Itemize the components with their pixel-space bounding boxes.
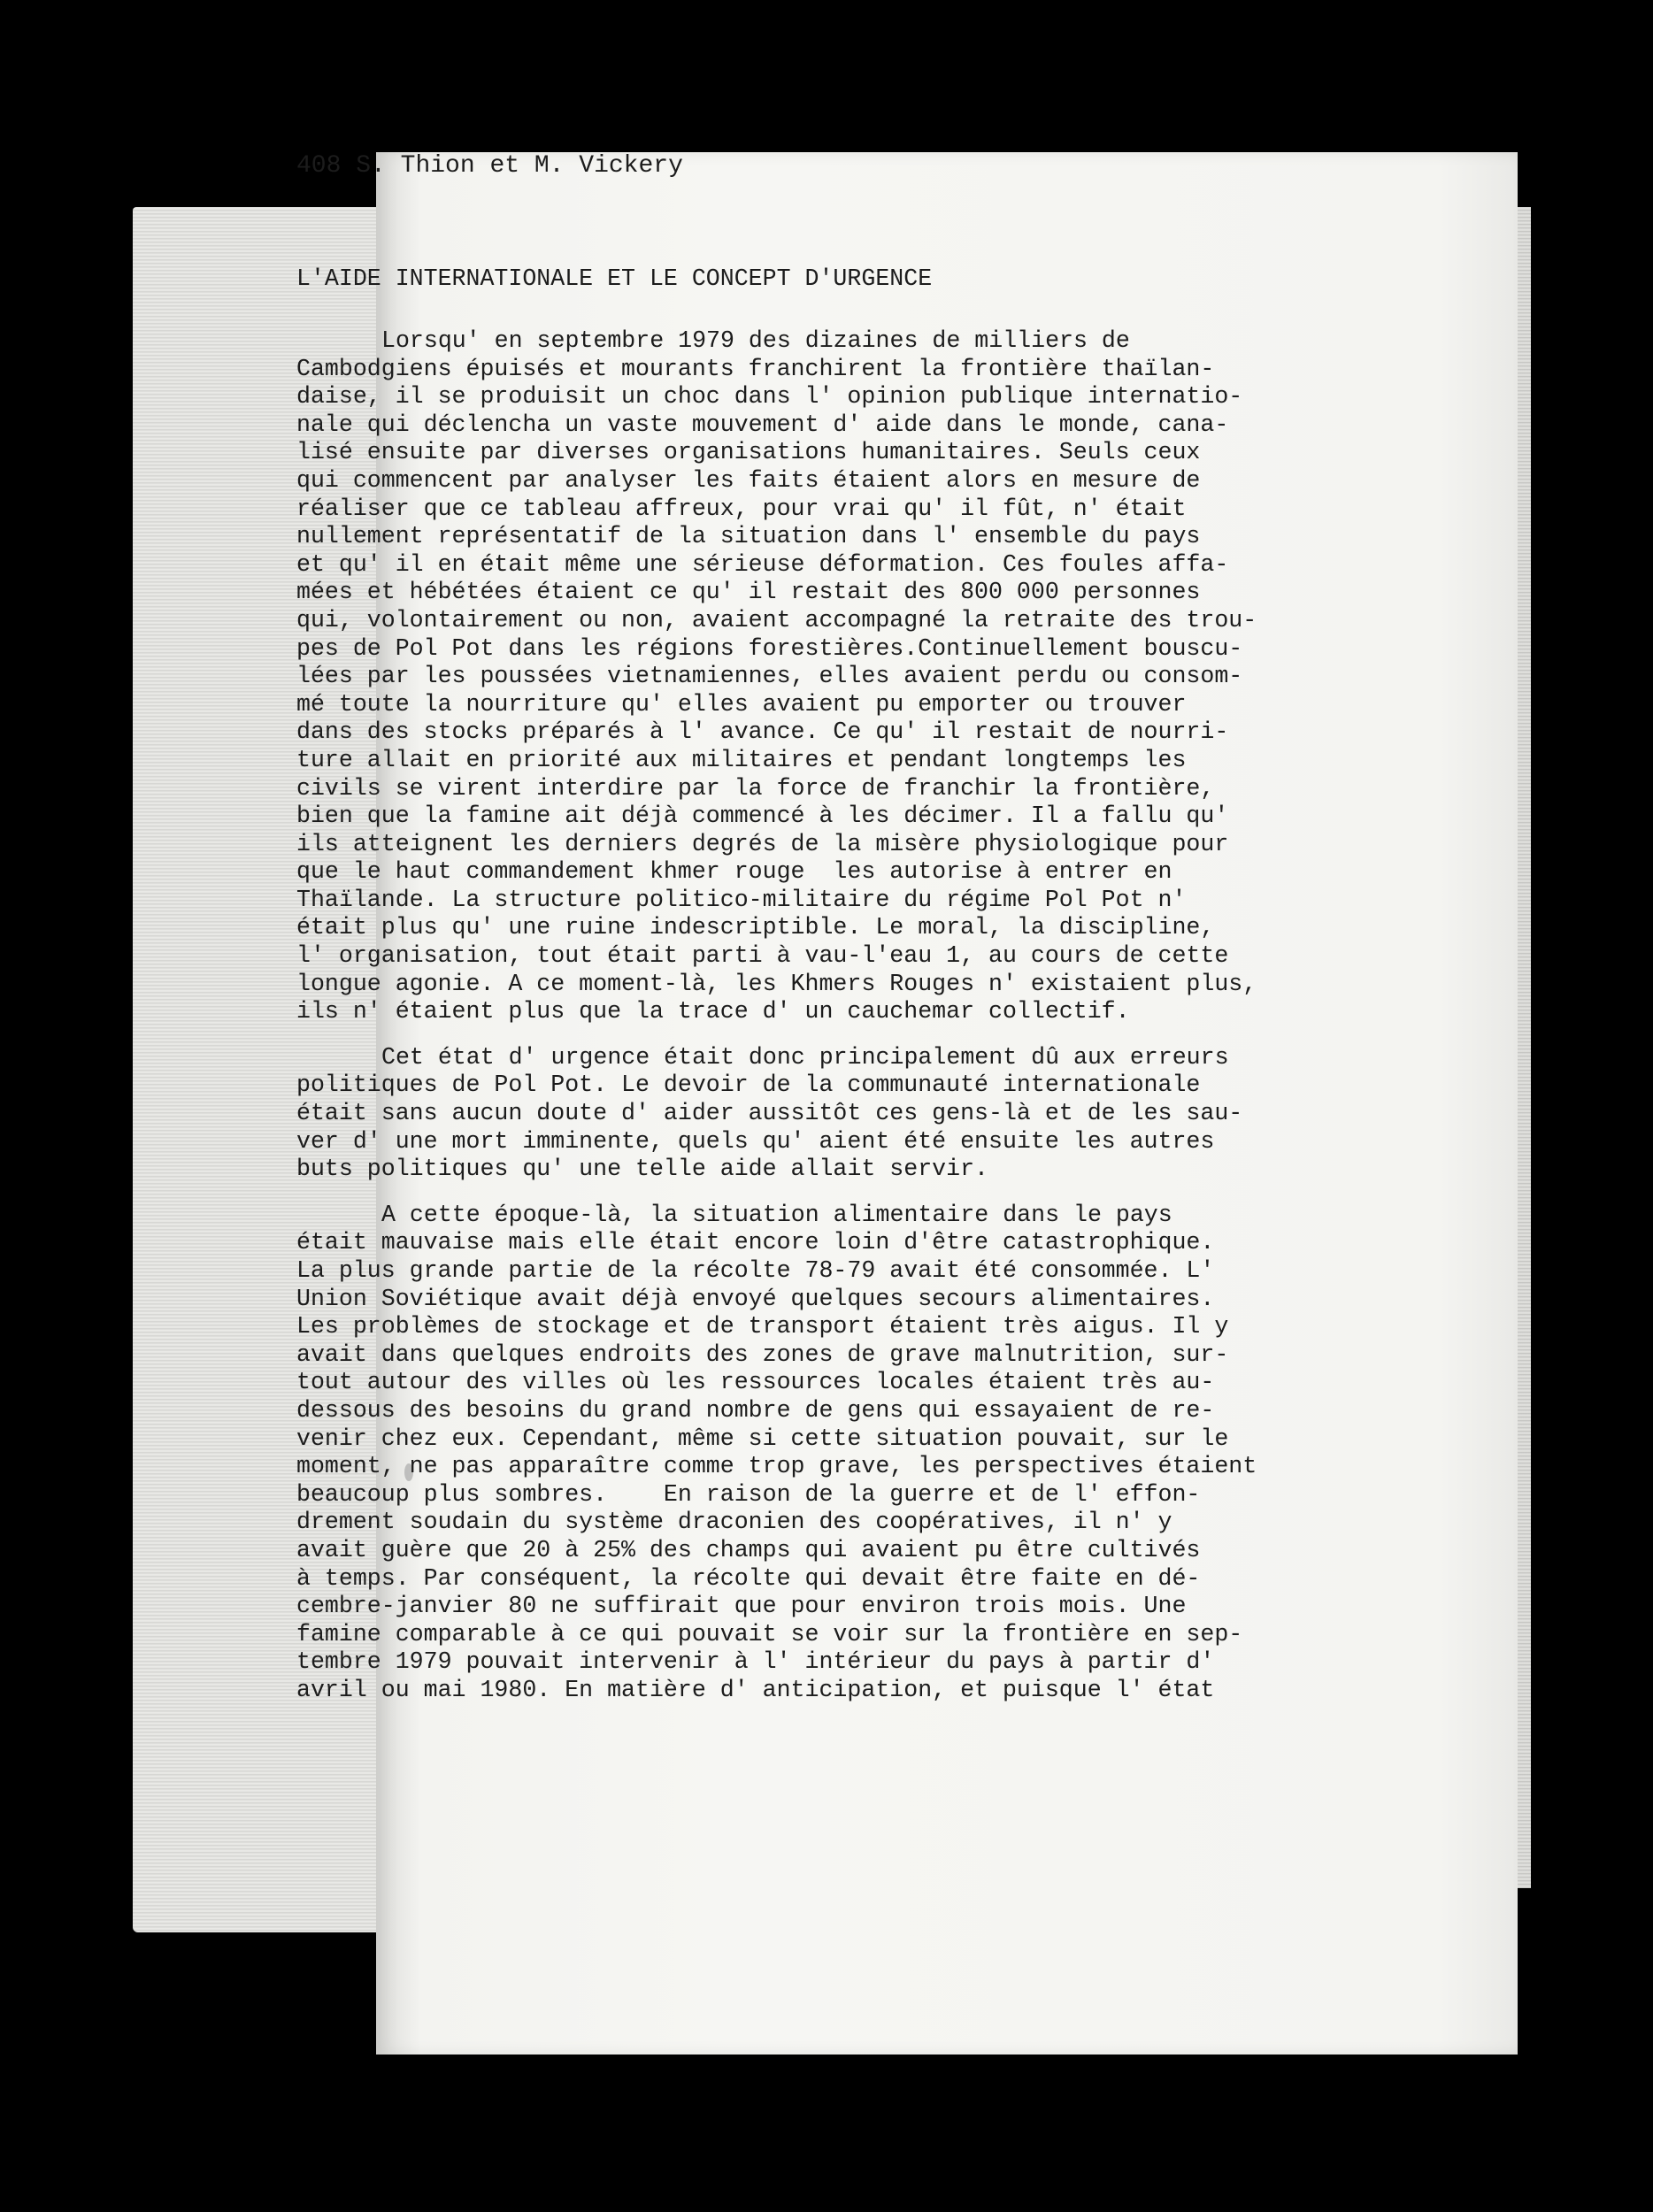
text-line: l' organisation, tout était parti à vau-l'eau 1, au cours de cette bbox=[296, 942, 1229, 970]
text-line: tembre 1979 pouvait intervenir à l' intérieur du pays à partir d' bbox=[296, 1648, 1215, 1676]
text-line: longue agonie. A ce moment-là, les Khmers Rouges n' existaient plus, bbox=[296, 970, 1257, 997]
text-line: beaucoup plus sombres. En raison de la guerre et de l' effon- bbox=[296, 1480, 1201, 1508]
text-line: Lorsqu' en septembre 1979 des dizaines de milliers de bbox=[381, 327, 1130, 354]
text-line: cembre-janvier 80 ne suffirait que pour environ trois mois. Une bbox=[296, 1593, 1187, 1620]
text-line: Les problèmes de stockage et de transport étaient très aigus. Il y bbox=[296, 1313, 1229, 1340]
text-line: dans des stocks préparés à l' avance. Ce qu' il restait de nourri- bbox=[296, 718, 1229, 746]
text-line: était sans aucun doute d' aider aussitôt ces gens-là et de les sau- bbox=[296, 1100, 1243, 1127]
text-line: avait guère que 20 à 25% des champs qui avaient pu être cultivés bbox=[296, 1536, 1201, 1563]
text-line: ver d' une mort imminente, quels qu' aient été ensuite les autres bbox=[296, 1127, 1215, 1155]
text-line: civils se virent interdire par la force de franchir la frontière, bbox=[296, 774, 1215, 802]
text-line: à temps. Par conséquent, la récolte qui devait être faite en dé- bbox=[296, 1564, 1201, 1592]
text-line: lées par les poussées vietnamiennes, elles avaient perdu ou consom- bbox=[296, 663, 1243, 690]
text-line: Thaïlande. La structure politico-militaire du régime Pol Pot n' bbox=[296, 886, 1187, 913]
text-line: mées et hébétées étaient ce qu' il restait des 800 000 personnes bbox=[296, 579, 1201, 606]
text-line: était mauvaise mais elle était encore loin d'être catastrophique. bbox=[296, 1229, 1215, 1256]
text-line: daise, il se produisit un choc dans l' opinion publique internatio- bbox=[296, 383, 1243, 411]
text-line: avait dans quelques endroits des zones de grave malnutrition, sur- bbox=[296, 1340, 1229, 1368]
text-line: pes de Pol Pot dans les régions forestières.Continuellement bouscu- bbox=[296, 634, 1243, 662]
text-line: tout autour des villes où les ressources locales étaient très au- bbox=[296, 1369, 1215, 1396]
text-line: drement soudain du système draconien des coopératives, il n' y bbox=[296, 1509, 1172, 1536]
text-line: nullement représentatif de la situation dans l' ensemble du pays bbox=[296, 523, 1201, 550]
text-line: venir chez eux. Cependant, même si cette situation pouvait, sur le bbox=[296, 1425, 1229, 1452]
text-line: A cette époque-là, la situation alimentaire dans le pays bbox=[381, 1201, 1172, 1228]
text-line: ils atteignent les derniers degrés de la misère physiologique pour bbox=[296, 830, 1229, 857]
running-head bbox=[296, 152, 683, 180]
section-title: L'AIDE INTERNATIONALE ET LE CONCEPT D'URGENCE bbox=[296, 265, 933, 292]
text-line: ture allait en priorité aux militaires et pendant longtemps les bbox=[296, 746, 1187, 773]
text-line: avril ou mai 1980. En matière d' anticipation, et puisque l' état bbox=[296, 1676, 1215, 1703]
text-line: lisé ensuite par diverses organisations humanitaires. Seuls ceux bbox=[296, 439, 1201, 466]
text-line: réaliser que ce tableau affreux, pour vrai qu' il fût, n' était bbox=[296, 495, 1187, 522]
paragraph-gap bbox=[296, 1026, 1199, 1044]
text-line: était plus qu' une ruine indescriptible. Le moral, la discipline, bbox=[296, 914, 1215, 941]
text-line: qui, volontairement ou non, avaient accompagné la retraite des trou- bbox=[296, 606, 1257, 634]
text-line: mé toute la nourriture qu' elles avaient pu emporter ou trouver bbox=[296, 690, 1187, 718]
running-head-authors: S. Thion et M. Vickery bbox=[356, 152, 683, 180]
text-line: politiques de Pol Pot. Le devoir de la communauté internationale bbox=[296, 1071, 1201, 1099]
text-line: Cambodgiens épuisés et mourants franchirent la frontière thaïlan- bbox=[296, 355, 1215, 382]
text-line: qui commencent par analyser les faits étaient alors en mesure de bbox=[296, 466, 1201, 494]
page-number: 408 bbox=[296, 152, 342, 180]
text-line: dessous des besoins du grand nombre de gens qui essayaient de re- bbox=[296, 1396, 1215, 1424]
body-text bbox=[296, 327, 1257, 1705]
text-line: et qu' il en était même une sérieuse déformation. Ces foules affa- bbox=[296, 550, 1229, 578]
text-line: ils n' étaient plus que la trace d' un cauchemar collectif. bbox=[296, 998, 1130, 1025]
text-line: que le haut commandement khmer rouge les autorise à entrer en bbox=[296, 858, 1172, 886]
text-line: nale qui déclencha un vaste mouvement d' aide dans le monde, cana- bbox=[296, 411, 1229, 438]
paragraph-gap bbox=[296, 1184, 1199, 1202]
text-line: buts politiques qu' une telle aide allait servir. bbox=[296, 1156, 988, 1183]
text-line: famine comparable à ce qui pouvait se voir sur la frontière en sep- bbox=[296, 1620, 1243, 1647]
text-line: Union Soviétique avait déjà envoyé quelques secours alimentaires. bbox=[296, 1285, 1215, 1312]
text-line: Cet état d' urgence était donc principalement dû aux erreurs bbox=[381, 1043, 1229, 1071]
text-line: La plus grande partie de la récolte 78-79 avait été consommée. L' bbox=[296, 1257, 1215, 1284]
text-line: moment, ne pas apparaître comme trop grave, les perspectives étaient bbox=[296, 1453, 1257, 1480]
text-line: bien que la famine ait déjà commencé à les décimer. Il a fallu qu' bbox=[296, 803, 1229, 830]
